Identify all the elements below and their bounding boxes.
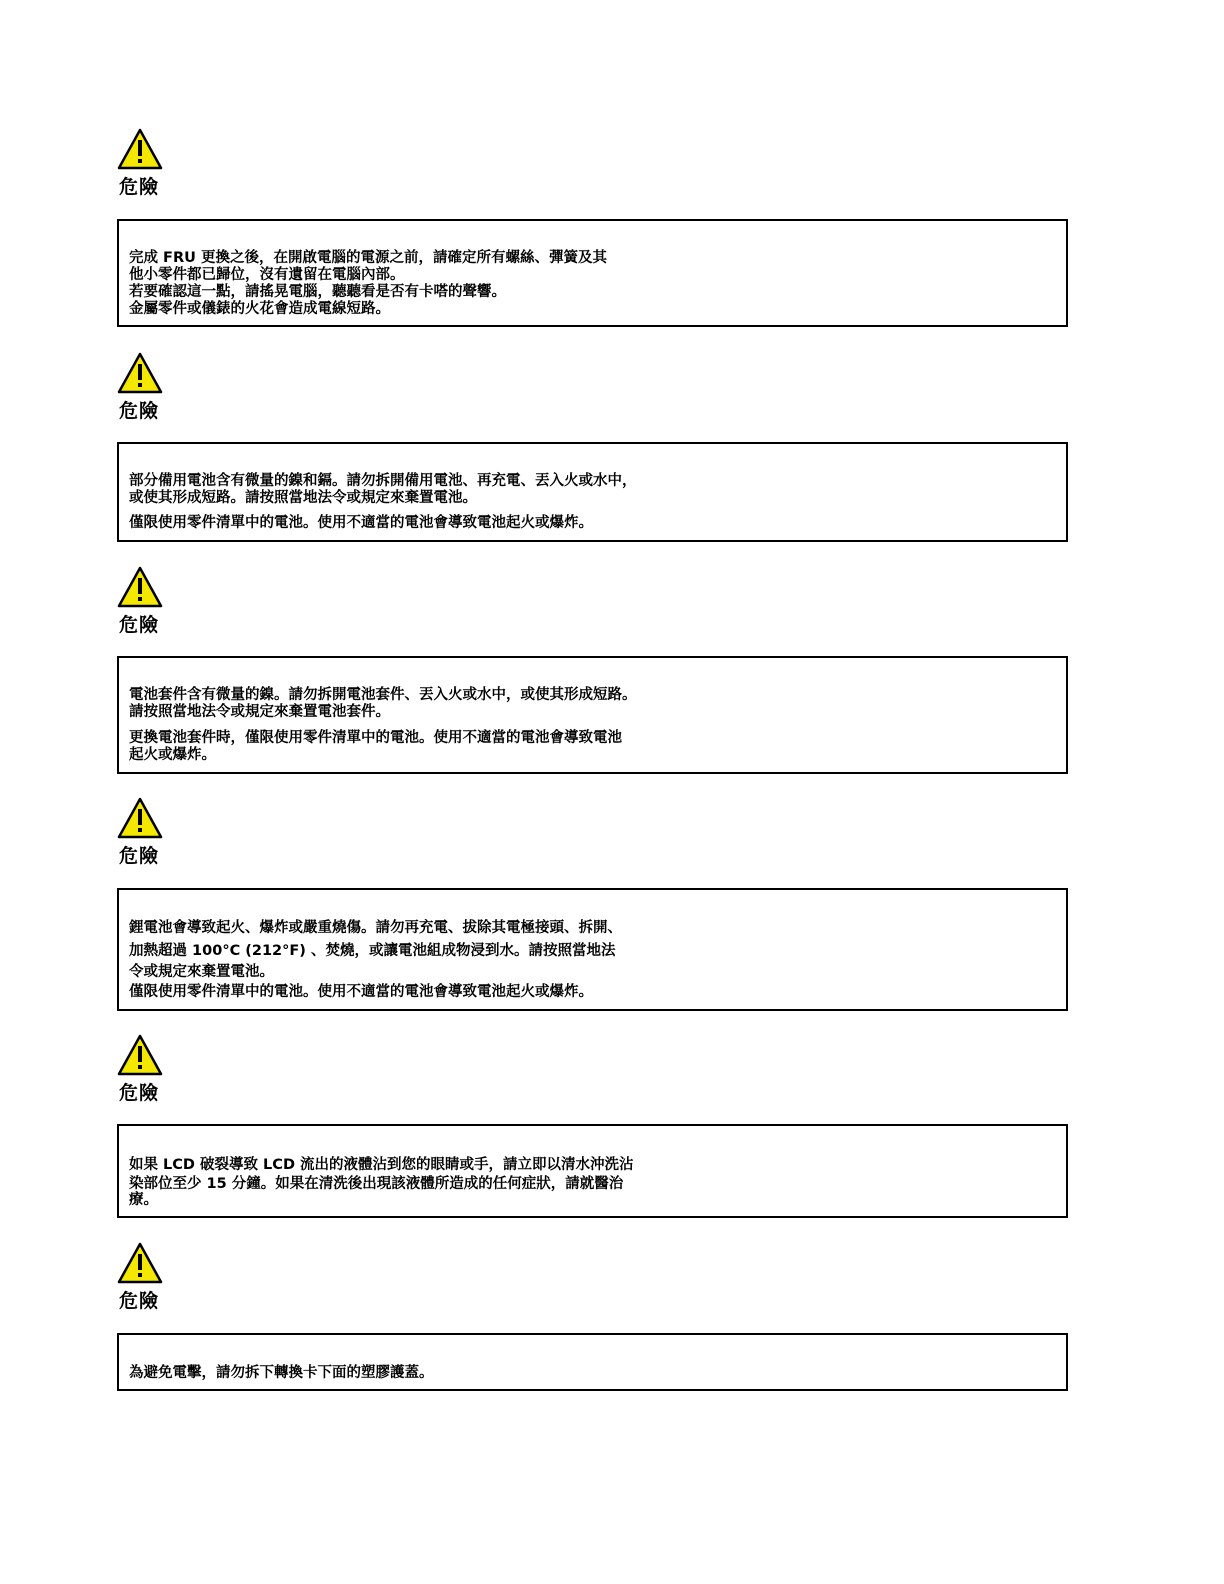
notice-line: 僅限使用零件清單中的電池。使用不適當的電池會導致電池起火或爆炸。	[129, 984, 593, 1000]
warning-triangle-icon	[117, 128, 163, 170]
danger-heading: 危險	[119, 614, 160, 636]
notice-line: 電池套件含有微量的鎳。請勿拆開電池套件、丟入火或水中，或使其形成短路。	[129, 687, 637, 703]
notice-line: 完成 FRU 更換之後，在開啟電腦的電源之前，請確定所有螺絲、彈簧及其	[129, 250, 607, 266]
notice-line: 請按照當地法令或規定來棄置電池套件。	[129, 704, 390, 720]
notice-line: 僅限使用零件清單中的電池。使用不適當的電池會導致電池起火或爆炸。	[129, 515, 593, 531]
danger-heading: 危險	[119, 1082, 160, 1104]
danger-heading: 危險	[119, 1290, 160, 1312]
danger-heading: 危險	[119, 400, 160, 422]
notice-box	[117, 219, 1068, 327]
notice-box	[117, 656, 1068, 774]
notice-line: 令或規定來棄置電池。	[129, 964, 274, 980]
notice-line: 金屬零件或儀錶的火花會造成電線短路。	[129, 301, 390, 317]
notice-box	[117, 1333, 1068, 1391]
warning-triangle-icon	[117, 797, 163, 839]
notice-line: 如果 LCD 破裂導致 LCD 流出的液體沾到您的眼睛或手，請立即以清水沖洗沾	[129, 1157, 634, 1173]
notice-line: 或使其形成短路。請按照當地法令或規定來棄置電池。	[129, 490, 477, 506]
notice-box	[117, 888, 1068, 1011]
notice-line: 鋰電池會導致起火、爆炸或嚴重燒傷。請勿再充電、拔除其電極接頭、拆開、	[129, 920, 622, 936]
danger-heading: 危險	[119, 845, 160, 867]
danger-heading: 危險	[119, 176, 160, 198]
notice-line: 染部位至少 15 分鐘。如果在清洗後出現該液體所造成的任何症狀，請就醫治	[129, 1176, 624, 1192]
notice-line: 加熱超過 100°C (212°F) 、焚燒，或讓電池組成物浸到水。請按照當地法	[129, 943, 616, 959]
notice-line: 若要確認這一點，請搖晃電腦，聽聽看是否有卡嗒的聲響。	[129, 284, 506, 300]
notice-line: 療。	[129, 1192, 158, 1208]
warning-triangle-icon	[117, 566, 163, 608]
notice-line: 起火或爆炸。	[129, 747, 216, 763]
notice-line: 更換電池套件時，僅限使用零件清單中的電池。使用不適當的電池會導致電池	[129, 730, 622, 746]
notice-line: 部分備用電池含有微量的鎳和鎘。請勿拆開備用電池、再充電、丟入火或水中，	[129, 473, 637, 489]
notice-box	[117, 1124, 1068, 1218]
warning-triangle-icon	[117, 352, 163, 394]
notice-line: 他小零件都已歸位，沒有遺留在電腦內部。	[129, 267, 405, 283]
notice-box	[117, 442, 1068, 542]
warning-triangle-icon	[117, 1242, 163, 1284]
warning-triangle-icon	[117, 1034, 163, 1076]
notice-line: 為避免電擊，請勿拆下轉換卡下面的塑膠護蓋。	[129, 1365, 434, 1381]
